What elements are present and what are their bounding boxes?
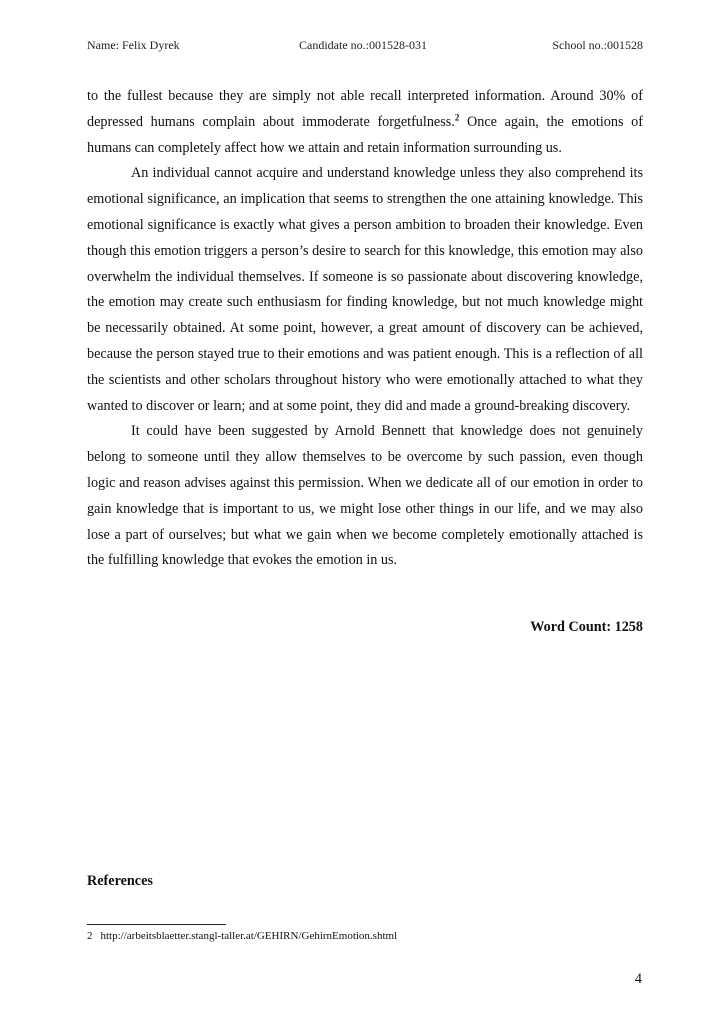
references-heading: References: [87, 873, 153, 889]
header-school-number: School no.:001528: [552, 38, 643, 52]
paragraph-1-text-a: to the fullest because they are simply not able recall interpreted information. Around 30% of depressed humans complain about immoderate forgetfulness.: [87, 88, 643, 130]
footnote: [87, 930, 397, 942]
paragraph-1: [87, 84, 643, 161]
page-number: 4: [634, 971, 642, 987]
footnote-link[interactable]: http://arbeitsblaetter.stangl-taller.at/GEHIRN/GehirnEmotion.shtml: [100, 930, 398, 942]
header-candidate-number: Candidate no.:001528-031: [299, 38, 427, 52]
paragraph-2: An individual cannot acquire and understand knowledge unless they also comprehend its emotional significance, an implication that seems to strengthen the one attaining knowledge. This emotional significance is exactly what gives a person ambition to broaden their knowledge. Even though this emotion triggers a person’s desire to search for this knowledge, this emotion may also overwhelm the individual themselves. If someone is so passionate about discovering knowledge, the emotion may create such enthusiasm for finding knowledge, but not much knowledge might be necessarily obtained. At some point, however, a great amount of discovery can be achieved, because the person stayed true to their emotions and was patient enough. This is a reflection of all the scientists and other scholars throughout history who were emotionally attached to what they wanted to discover or learn; and at some point, they did and made a ground-breaking discovery.: [87, 165, 643, 414]
footnote-number: 2: [87, 930, 93, 942]
word-count: Word Count: 1258: [530, 619, 643, 635]
paragraph-3: It could have been suggested by Arnold Bennett that knowledge does not genuinely belong to someone until they allow themselves to be overcome by such passion, even though logic and reason advises against this permission. When we dedicate all of our emotion in order to gain knowledge that is important to us, we might lose other things in our life, and we may also lose a part of ourselves; but what we gain when we become completely emotionally attached is the fulfilling knowledge that evokes the emotion in us.: [87, 423, 643, 569]
footnote-reference: 2: [454, 112, 460, 123]
paragraph-1-text-b: Once again, the emotions of humans can completely affect how we attain and retain information surrounding us.: [87, 113, 643, 156]
header-student-name: Name: Felix Dyrek: [87, 38, 180, 52]
page-header: [87, 38, 643, 58]
footnote-separator: [87, 924, 226, 925]
essay-body: [87, 84, 643, 574]
